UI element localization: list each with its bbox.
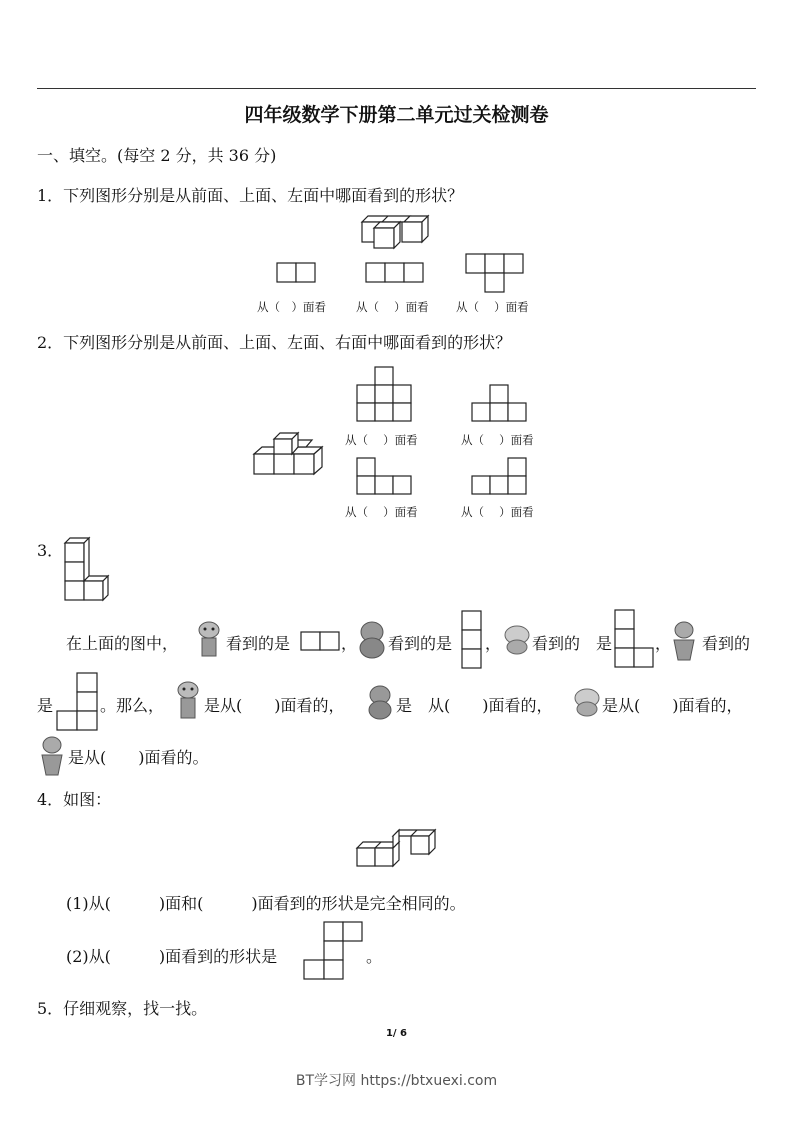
q3-answer-cow[interactable]: 是从( )面看的， (204, 696, 345, 715)
q3-shape-3 (615, 610, 655, 668)
tiger-mascot-icon (668, 620, 694, 654)
q3-then: 。那么， (100, 696, 165, 715)
tiger-mascot-icon (36, 735, 62, 769)
boy-mascot-icon (358, 620, 384, 654)
cow-mascot-icon (175, 680, 201, 714)
q1-view-3 (466, 254, 524, 294)
q3-shape-2 (462, 611, 484, 669)
q1-view-2 (366, 263, 424, 283)
question-5-text: 5．仔细观察，找一找。 (37, 999, 208, 1018)
q3-comma-1: ， (341, 634, 358, 653)
q1-view-1 (277, 263, 317, 283)
q4-sub2-text[interactable]: (2)从( )面看到的形状是 (66, 947, 278, 966)
q4-sub1[interactable]: (1)从( )面和( )面看到的形状是完全相同的。 (66, 894, 466, 913)
q4-cube-figure (357, 828, 437, 870)
sheep-mascot-icon (572, 686, 598, 720)
q3-line1-seen-3: 看到的 是 (532, 634, 613, 653)
sheep-mascot-icon (502, 623, 528, 657)
footer-watermark[interactable]: BT学习网 https://btxuexi.com (295, 1073, 498, 1089)
q3-answer-sheep[interactable]: 是从( )面看的， (602, 696, 743, 715)
q2-view-2 (472, 385, 528, 425)
q2-caption-4: 从（ ）面看 (461, 505, 534, 519)
page-number: 1/ 6 (385, 1028, 408, 1039)
q1-cube-figure (362, 214, 434, 250)
q1-caption-3: 从（ ）面看 (456, 300, 529, 314)
q3-line1-seen-4: 看到的 (702, 634, 751, 653)
q2-cube-figure (254, 432, 326, 478)
q1-caption-2: 从（ ）面看 (356, 300, 429, 314)
q2-view-3 (357, 458, 413, 498)
q3-line2-prefix: 是 (37, 696, 54, 715)
q3-answer-boy[interactable]: 是 从( )面看的， (396, 696, 553, 715)
q2-view-1 (357, 367, 413, 424)
q3-shape-1 (301, 632, 341, 652)
q1-caption-1: 从（ ）面看 (257, 300, 326, 314)
q3-comma-3: ， (655, 634, 672, 653)
q3-line1-seen-2: 看到的是 (388, 634, 453, 653)
question-2-text: 2．下列图形分别是从前面、上面、左面、右面中哪面看到的形状？ (37, 333, 512, 352)
header-rule (37, 88, 756, 89)
question-3-number: 3． (37, 541, 64, 560)
q3-line1-seen-1: 看到的是 (226, 634, 291, 653)
q2-view-4 (472, 458, 528, 498)
cow-mascot-icon (196, 620, 222, 654)
section-heading: 一、填空。(每空 2 分，共 36 分) (37, 146, 277, 165)
q2-caption-3: 从（ ）面看 (345, 505, 418, 519)
q3-comma-2: ， (485, 634, 502, 653)
page-title: 四年级数学下册第二单元过关检测卷 (244, 104, 549, 126)
q3-answer-tiger[interactable]: 是从( )面看的。 (68, 748, 209, 767)
q3-shape-4 (57, 673, 99, 731)
q4-shape (304, 922, 364, 980)
q3-line1-prefix: 在上面的图中， (66, 634, 179, 653)
boy-mascot-icon (366, 684, 392, 718)
q2-caption-2: 从（ ）面看 (461, 433, 534, 447)
q3-cube-figure (65, 537, 111, 601)
question-1-text: 1．下列图形分别是从前面、上面、左面中哪面看到的形状？ (37, 186, 464, 205)
q4-sub2-end: 。 (366, 947, 383, 966)
question-4-text: 4．如图： (37, 790, 112, 809)
q2-caption-1: 从（ ）面看 (345, 433, 418, 447)
